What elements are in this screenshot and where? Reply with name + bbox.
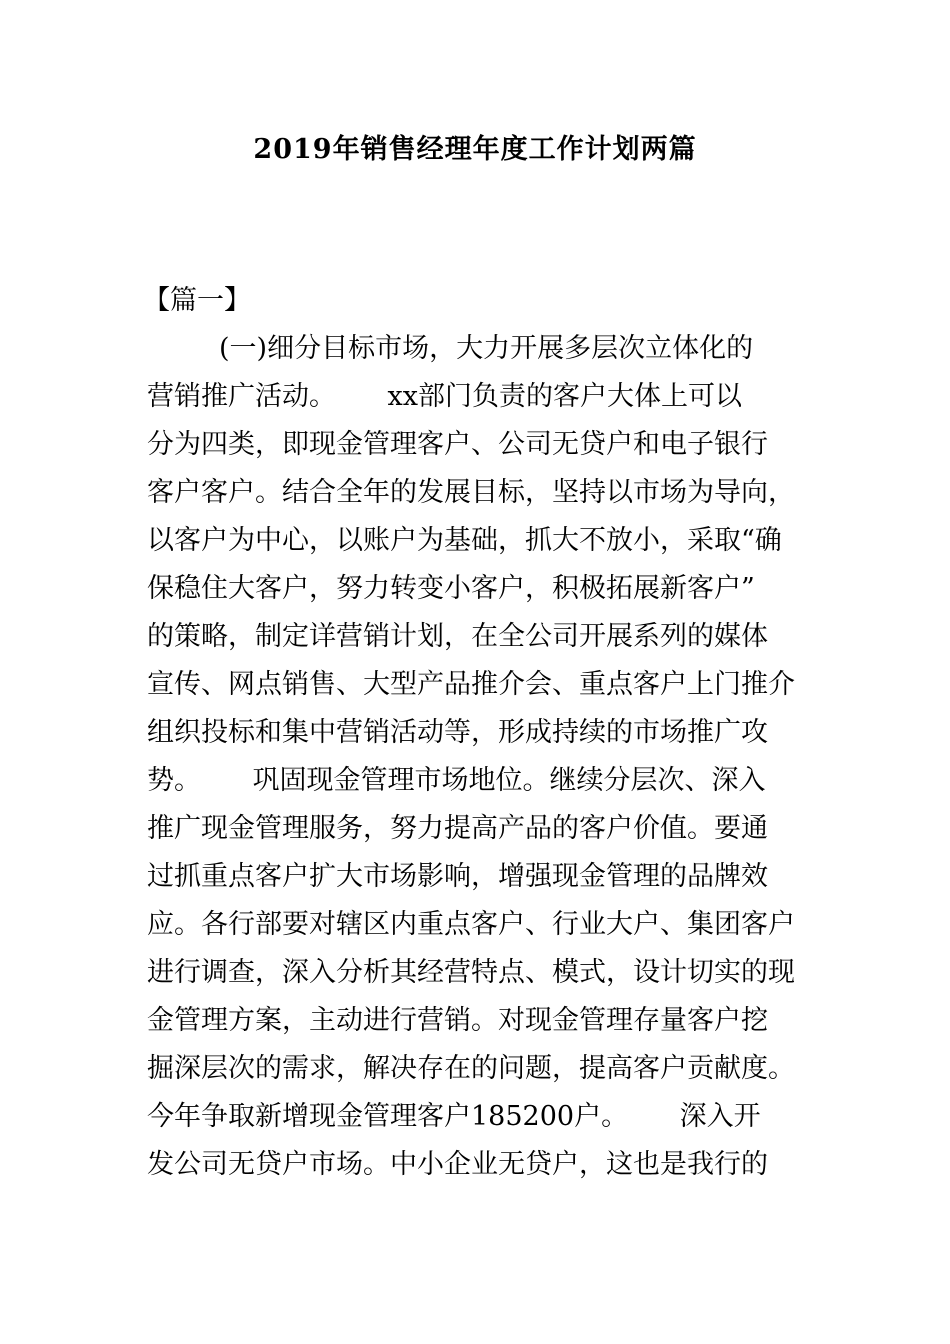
text-line: 组织投标和集中营销活动等，形成持续的市场推广攻 [147,717,768,748]
text-line: 宣传、网点销售、大型产品推介会、重点客户上门推介 [147,669,795,700]
section-heading: 【篇一】 [143,285,251,316]
text-line: 进行调查，深入分析其经营特点、模式，设计切实的现 [147,957,795,988]
text-line: (一)细分目标市场，大力开展多层次立体化的 [219,333,754,364]
document-title: 2019年销售经理年度工作计划两篇 [253,134,697,165]
text-line: 金管理方案，主动进行营销。对现金管理存量客户挖 [147,1005,768,1036]
text-line: 掘深层次的需求，解决存在的问题，提高客户贡献度。 [147,1053,795,1084]
text-line: 过抓重点客户扩大市场影响，增强现金管理的品牌效 [147,861,768,892]
text-line: 客户客户。结合全年的发展目标，坚持以市场为导向， [147,477,795,508]
text-line: 分为四类，即现金管理客户、公司无贷户和电子银行 [147,429,768,460]
text-line: 应。各行部要对辖区内重点客户、行业大户、集团客户 [147,909,795,940]
text-line: 今年争取新增现金管理客户185200户。 深入开 [147,1101,761,1132]
text-line: 的策略，制定详营销计划，在全公司开展系列的媒体 [147,621,768,652]
text-line: 势。 巩固现金管理市场地位。继续分层次、深入 [147,765,766,796]
text-line: 发公司无贷户市场。中小企业无贷户，这也是我行的 [147,1149,768,1180]
text-line: 营销推广活动。 xx部门负责的客户大体上可以 [147,381,742,412]
body-text [147,329,807,1193]
text-line: 以客户为中心，以账户为基础，抓大不放小，采取“确 [147,525,782,556]
text-line: 保稳住大客户，努力转变小客户，积极拓展新客户” [147,573,755,604]
text-line: 推广现金管理服务，努力提高产品的客户价值。要通 [147,813,768,844]
